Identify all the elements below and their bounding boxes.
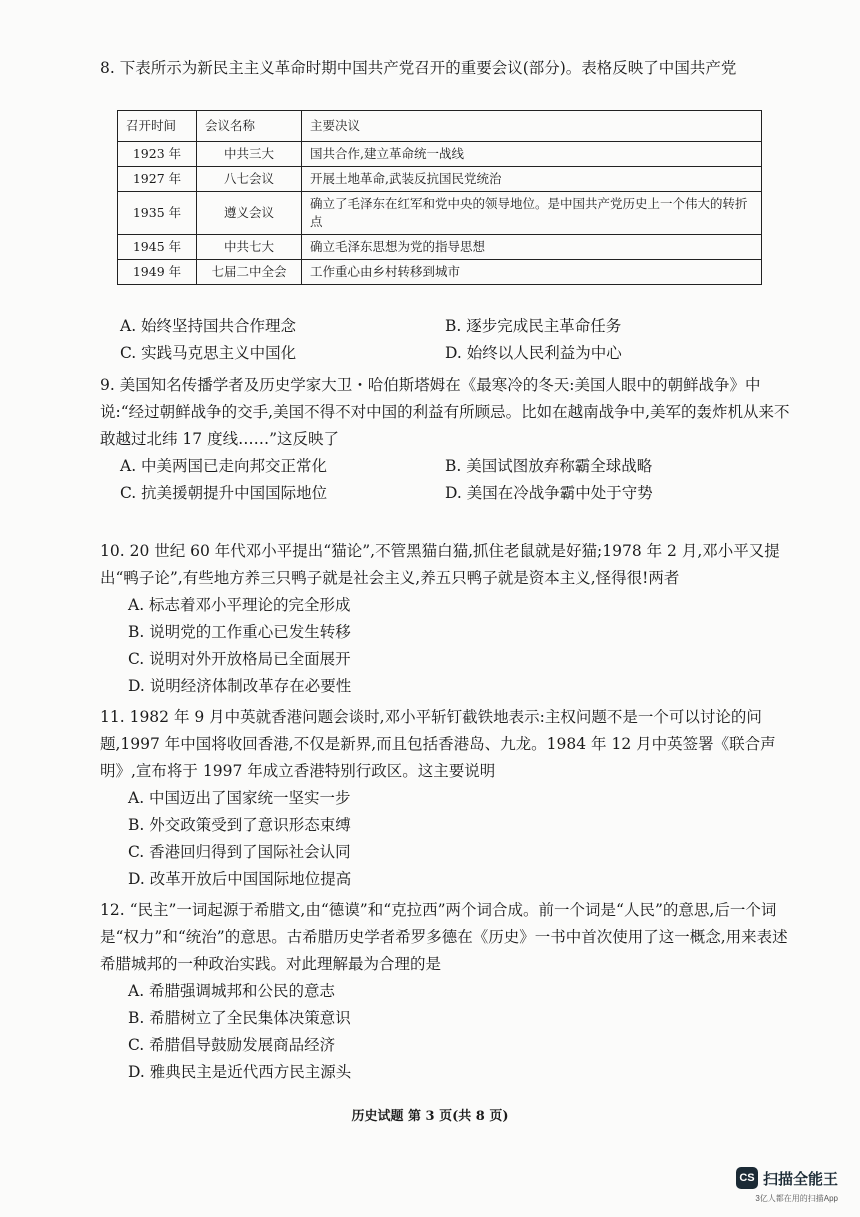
table-cell-time: 1927 年 bbox=[118, 167, 197, 192]
option-a: A. 希腊强调城邦和公民的意志 bbox=[128, 982, 336, 1000]
question-10-stem: 10. 20 世纪 60 年代邓小平提出“猫论”,不管黑猫白猫,抓住老鼠就是好猫;1978 年 2 月,邓小平又提出“鸭子论”,有些地方养三只鸭子就是社会主义,养五只鸭子就是资本主义,怪得很!两者 bbox=[100, 542, 780, 587]
table-cell-time: 1945 年 bbox=[118, 235, 197, 260]
table-cell-name: 中共七大 bbox=[197, 235, 302, 260]
question-12-options bbox=[100, 978, 790, 1086]
table-cell-time: 1923 年 bbox=[118, 142, 197, 167]
option-a: A. 中国迈出了国家统一坚实一步 bbox=[128, 789, 351, 807]
option-b: B. 外交政策受到了意识形态束缚 bbox=[128, 816, 351, 834]
option-d: D. 雅典民主是近代西方民主源头 bbox=[128, 1063, 352, 1081]
scanner-watermark bbox=[736, 1167, 838, 1189]
option-c: C. 说明对外开放格局已全面展开 bbox=[128, 650, 351, 668]
scanner-logo-icon: CS bbox=[736, 1167, 758, 1189]
question-9-stem: 9. 美国知名传播学者及历史学家大卫・哈伯斯塔姆在《最寒冷的冬天:美国人眼中的朝鲜战争》中说:“经过朝鲜战争的交手,美国不得不对中国的利益有所顾忌。比如在越南战争中,美军的轰炸机从来不敢越过北纬 17 度线……”这反映了 bbox=[100, 376, 790, 448]
question-12-stem: 12. “民主”一词起源于希腊文,由“德谟”和“克拉西”两个词合成。前一个词是“人民”的意思,后一个词是“权力”和“统治”的意思。古希腊历史学者希罗多德在《历史》一书中首次使用了这一概念,用来表述希腊城邦的一种政治实践。对此理解最为合理的是 bbox=[100, 901, 788, 973]
option-b: B. 希腊树立了全民集体决策意识 bbox=[128, 1009, 351, 1027]
table-cell-name: 中共三大 bbox=[197, 142, 302, 167]
table-row bbox=[118, 192, 762, 235]
option-c: C. 抗美援朝提升中国国际地位 bbox=[120, 484, 328, 502]
scanner-app-name: 扫描全能王 bbox=[762, 1170, 838, 1188]
scanner-tagline: 3亿人都在用的扫描App bbox=[755, 1194, 838, 1203]
question-11 bbox=[100, 704, 790, 893]
table-cell-time: 1935 年 bbox=[118, 192, 197, 235]
table-header-time: 召开时间 bbox=[118, 111, 197, 142]
question-9-options bbox=[100, 453, 790, 507]
table-header-decision: 主要决议 bbox=[302, 111, 762, 142]
table-header-name: 会议名称 bbox=[197, 111, 302, 142]
table-cell-decision: 工作重心由乡村转移到城市 bbox=[302, 260, 762, 285]
option-d: D. 美国在冷战争霸中处于守势 bbox=[445, 484, 653, 502]
table-cell-decision: 确立了毛泽东在红军和党中央的领导地位。是中国共产党历史上一个伟大的转折点 bbox=[302, 192, 762, 235]
option-c: C. 实践马克思主义中国化 bbox=[120, 344, 297, 362]
option-b: B. 逐步完成民主革命任务 bbox=[445, 317, 622, 335]
table-cell-name: 遵义会议 bbox=[197, 192, 302, 235]
question-11-stem: 11. 1982 年 9 月中英就香港问题会谈时,邓小平斩钉截铁地表示:主权问题不是一个可以讨论的问题,1997 年中国将收回香港,不仅是新界,而且包括香港岛、九龙。1984 年 12 月中英签署《联合声明》,宣布将于 1997 年成立香港特别行政区。这主要说明 bbox=[100, 708, 776, 780]
option-a: A. 始终坚持国共合作理念 bbox=[120, 317, 297, 335]
table-cell-decision: 国共合作,建立革命统一战线 bbox=[302, 142, 762, 167]
table-cell-name: 八七会议 bbox=[197, 167, 302, 192]
meetings-table bbox=[117, 110, 762, 285]
option-d: D. 改革开放后中国国际地位提高 bbox=[128, 870, 352, 888]
question-12 bbox=[100, 897, 790, 1086]
option-d: D. 始终以人民利益为中心 bbox=[445, 344, 622, 362]
table-row bbox=[118, 235, 762, 260]
page-footer: 历史试题 第 3 页(共 8 页) bbox=[351, 1109, 509, 1124]
option-c: C. 香港回归得到了国际社会认同 bbox=[128, 843, 351, 861]
option-d: D. 说明经济体制改革存在必要性 bbox=[128, 677, 352, 695]
question-8 bbox=[100, 55, 790, 82]
question-10-options bbox=[100, 592, 790, 700]
option-a: A. 中美两国已走向邦交正常化 bbox=[120, 457, 328, 475]
table-cell-decision: 确立毛泽东思想为党的指导思想 bbox=[302, 235, 762, 260]
table-header-row bbox=[118, 111, 762, 142]
question-8-stem: 8. 下表所示为新民主主义革命时期中国共产党召开的重要会议(部分)。表格反映了中国共产党 bbox=[100, 59, 737, 77]
question-11-options bbox=[100, 785, 790, 893]
table-cell-decision: 开展土地革命,武装反抗国民党统治 bbox=[302, 167, 762, 192]
table-row bbox=[118, 260, 762, 285]
table-row bbox=[118, 142, 762, 167]
question-8-options bbox=[100, 313, 810, 367]
question-10 bbox=[100, 538, 790, 700]
option-b: B. 说明党的工作重心已发生转移 bbox=[128, 623, 351, 641]
question-9 bbox=[100, 372, 790, 507]
option-a: A. 标志着邓小平理论的完全形成 bbox=[128, 596, 351, 614]
table-cell-name: 七届二中全会 bbox=[197, 260, 302, 285]
table-cell-time: 1949 年 bbox=[118, 260, 197, 285]
option-c: C. 希腊倡导鼓励发展商品经济 bbox=[128, 1036, 336, 1054]
option-b: B. 美国试图放弃称霸全球战略 bbox=[445, 457, 653, 475]
table-row bbox=[118, 167, 762, 192]
